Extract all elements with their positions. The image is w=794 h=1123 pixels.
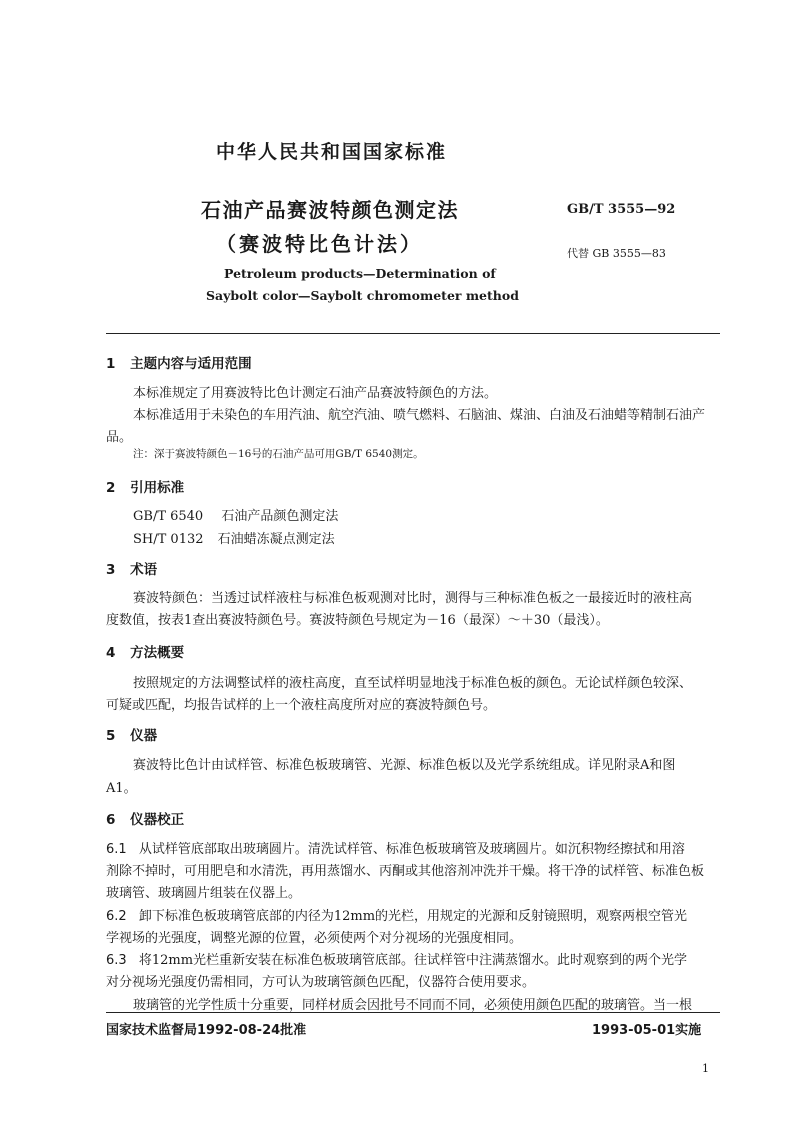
section-title: 仪器 xyxy=(130,728,158,744)
section-2-heading xyxy=(106,476,184,496)
section-5-heading xyxy=(106,724,157,744)
clause-number: 6.1 xyxy=(106,842,127,857)
clause-6-1 xyxy=(106,838,685,857)
reference-title: 石油蜡冻凝点测定法 xyxy=(217,532,335,547)
clause-number: 6.2 xyxy=(106,909,127,924)
national-standard-heading: 中华人民共和国国家标准 xyxy=(216,141,448,163)
document-title-en-line2: Saybolt color—Saybolt chromometer method xyxy=(206,288,519,303)
clause-text: 从试样管底部取出玻璃圆片。清洗试样管、标准色板玻璃管及玻璃圆片。如沉积物经擦拭和用溶 xyxy=(138,842,685,857)
section-4-heading xyxy=(106,641,184,661)
document-title-en-line1: Petroleum products—Determination of xyxy=(224,266,496,281)
clause-text: 卸下标准色板玻璃管底部的内径为12mm的光栏，用规定的光源和反射镜照明，观察两根空管光 xyxy=(138,909,688,924)
reference-title: 石油产品颜色测定法 xyxy=(221,509,339,524)
note: 注：深于赛波特颜色－16号的石油产品可用GB/T 6540测定。 xyxy=(133,448,424,460)
section-title: 主题内容与适用范围 xyxy=(130,356,252,372)
section-number: 4 xyxy=(106,645,116,661)
section-3-heading xyxy=(106,558,157,578)
document-title-cn: 石油产品赛波特颜色测定法 xyxy=(201,198,459,222)
section-title: 引用标准 xyxy=(130,480,185,496)
reference-code: GB/T 6540 xyxy=(133,509,204,524)
page-number: 1 xyxy=(702,1062,709,1075)
paragraph-continuation: 剂除不掉时，可用肥皂和水清洗，再用蒸馏水、丙酮或其他溶剂冲洗并干燥。将干净的试样管、标准色板 xyxy=(106,864,705,879)
section-title: 仪器校正 xyxy=(130,812,185,828)
section-number: 2 xyxy=(106,480,116,496)
section-1-heading xyxy=(106,352,252,372)
paragraph: 赛波特比色计由试样管、标准色板玻璃管、光源、标准色板以及光学系统组成。详见附录A和图 xyxy=(133,758,676,773)
reference-code: SH/T 0132 xyxy=(133,532,204,547)
section-number: 3 xyxy=(106,562,116,578)
section-title: 方法概要 xyxy=(130,645,185,661)
clause-number: 6.3 xyxy=(106,953,127,968)
section-6-heading xyxy=(106,808,184,828)
section-number: 5 xyxy=(106,728,116,744)
paragraph-continuation: 玻璃管、玻璃圆片组装在仪器上。 xyxy=(106,886,302,901)
paragraph-continuation: 对分视场光强度仍需相同，方可认为玻璃管颜色匹配，仪器符合使用要求。 xyxy=(106,975,536,990)
paragraph: 玻璃管的光学性质十分重要，同样材质会因批号不同而不同，必须使用颜色匹配的玻璃管。当一根 xyxy=(133,998,693,1013)
paragraph: 按照规定的方法调整试样的液柱高度，直至试样明显地浅于标准色板的颜色。无论试样颜色较深、 xyxy=(133,676,693,691)
paragraph-continuation: A1。 xyxy=(106,781,137,796)
paragraph: 本标准适用于未染色的车用汽油、航空汽油、喷气燃料、石脑油、煤油、白油及石油蜡等精制石油产 xyxy=(133,408,706,423)
paragraph-continuation: 度数值，按表1查出赛波特颜色号。赛波特颜色号规定为－16（最深）～＋30（最浅）。 xyxy=(106,613,609,628)
paragraph-continuation: 可疑或匹配，均报告试样的上一个液柱高度所对应的赛波特颜色号。 xyxy=(106,698,497,713)
section-title: 术语 xyxy=(130,562,158,578)
paragraph-continuation: 品。 xyxy=(106,430,133,445)
approval-line: 国家技术监督局1992-08-24批准 xyxy=(106,1023,307,1038)
clause-6-2 xyxy=(106,905,687,924)
reference-item xyxy=(133,505,338,524)
header-divider xyxy=(106,333,720,334)
paragraph: 赛波特颜色：当透过试样液柱与标准色板观测对比时，测得与三种标准色板之一最接近时的液柱高 xyxy=(133,591,693,606)
footer-divider xyxy=(106,1012,720,1013)
section-number: 1 xyxy=(106,356,116,372)
section-number: 6 xyxy=(106,812,116,828)
effective-date: 1993-05-01实施 xyxy=(592,1023,702,1038)
replaces-standard: 代替 GB 3555—83 xyxy=(567,247,666,260)
paragraph-continuation: 学视场的光强度，调整光源的位置，必须使两个对分视场的光强度相同。 xyxy=(106,931,523,946)
document-subtitle-cn: （赛波特比色计法） xyxy=(216,232,423,256)
clause-6-3 xyxy=(106,949,687,968)
standard-code: GB/T 3555—92 xyxy=(567,202,676,217)
reference-item xyxy=(133,528,335,547)
clause-text: 将12mm光栏重新安装在标准色板玻璃管底部。往试样管中注满蒸馏水。此时观察到的两个光学 xyxy=(138,953,688,968)
paragraph: 本标准规定了用赛波特比色计测定石油产品赛波特颜色的方法。 xyxy=(133,386,498,401)
